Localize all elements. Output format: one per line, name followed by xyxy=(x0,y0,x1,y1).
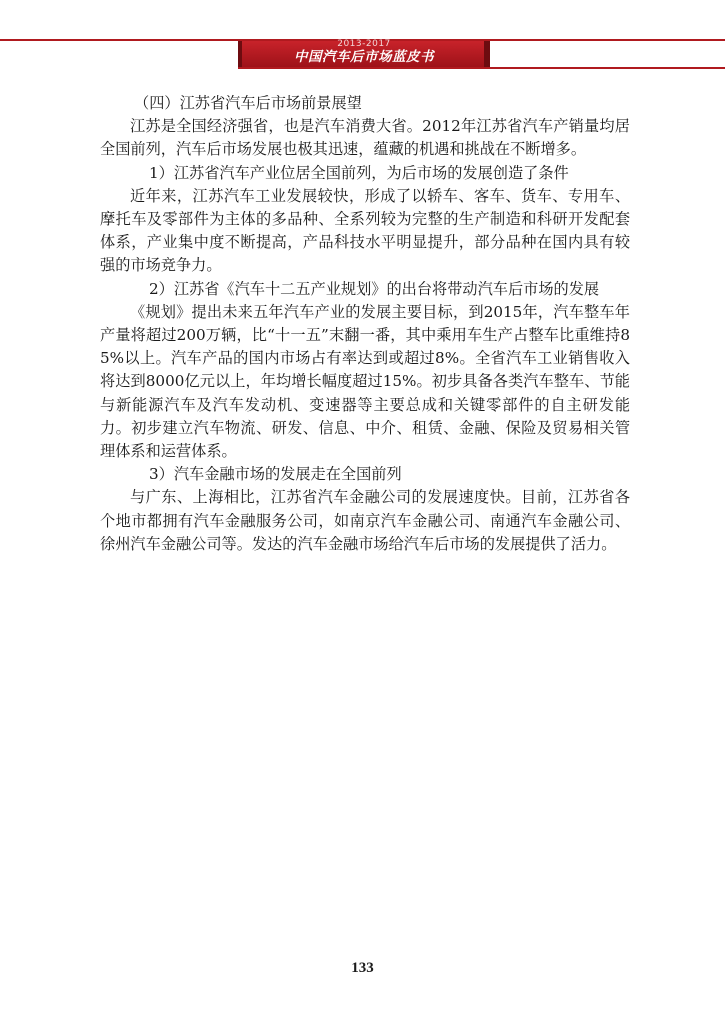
point2-paragraph: 《规划》提出未来五年汽车产业的发展主要目标，到2015年，汽车整车年产量将超过200万辆，比“十一五”末翻一番，其中乘用车生产占整车比重维持85%以上。汽车产品的国内市场占有率达到或超过8%。全省汽车工业销售收入将达到8000亿元以上，年均增长幅度超过15%。初步具备各类汽车整车、节能与新能源汽车及汽车发动机、变速器等主要总成和关键零部件的自主研发能力。初步建立汽车物流、研发、信息、中介、租赁、金融、保险及贸易相关管理体系和运营体系。 xyxy=(100,302,630,461)
header-rule-right xyxy=(490,39,725,41)
point2-heading: 2）江苏省《汽车十二五产业规划》的出台将带动汽车后市场的发展 xyxy=(149,279,600,298)
header-title: 中国汽车后市场蓝皮书 xyxy=(294,49,434,65)
page-header xyxy=(0,0,725,70)
document-body xyxy=(100,92,630,556)
header-years: 2013-2017 xyxy=(337,39,391,49)
point3-paragraph: 与广东、上海相比，江苏省汽车金融公司的发展速度快。目前，江苏省各个地市都拥有汽车金融服务公司，如南京汽车金融公司、南通汽车金融公司、徐州汽车金融公司等。发达的汽车金融市场给汽车后市场的发展提供了活力。 xyxy=(100,488,630,553)
intro-paragraph: 江苏是全国经济强省，也是汽车消费大省。2012年江苏省汽车产销量均居全国前列，汽车后市场发展也极其迅速，蕴藏的机遇和挑战在不断增多。 xyxy=(100,117,630,159)
point1-heading: 1）江苏省汽车产业位居全国前列，为后市场的发展创造了条件 xyxy=(149,163,569,182)
page-number: 133 xyxy=(351,960,374,976)
point3-heading: 3）汽车金融市场的发展走在全国前列 xyxy=(149,465,402,484)
point1-paragraph: 近年来，江苏汽车工业发展较快，形成了以轿车、客车、货车、专用车、摩托车及零部件为主体的多品种、全系列较为完整的生产制造和科研开发配套体系，产业集中度不断提高，产品科技水平明显提升，部分品种在国内具有较强的市场竞争力。 xyxy=(100,186,630,275)
header-rule-bottom xyxy=(238,67,725,69)
section-heading: （四）江苏省汽车后市场前景展望 xyxy=(134,94,362,112)
